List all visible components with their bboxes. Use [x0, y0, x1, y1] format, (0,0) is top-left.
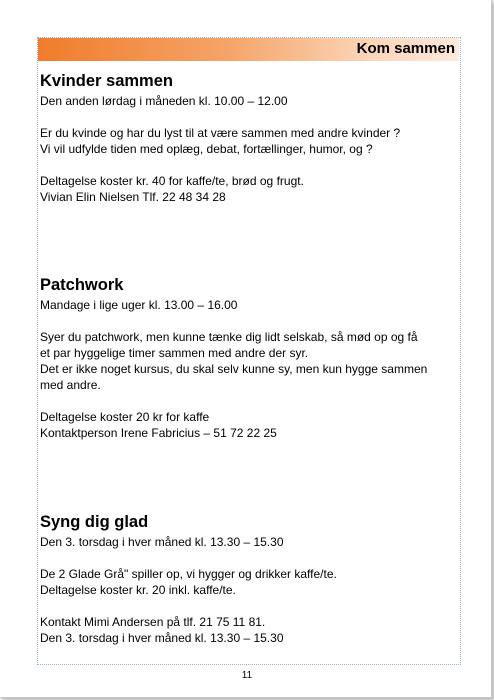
blank-line [40, 550, 460, 566]
text-line: Det er ikke noget kursus, du skal selv kunne sy, men kun hygge sammen [40, 362, 428, 376]
page-number: 11 [241, 670, 253, 681]
text-line: Syer du patchwork, men kunne tænke dig lidt selskab, så mød op og få [40, 330, 418, 344]
text-line: Vi vil udfylde tiden med oplæg, debat, fortællinger, humor, og ? [40, 142, 373, 156]
header-bar [38, 38, 459, 61]
blank-line [40, 109, 460, 125]
section-title: Kvinder sammen [40, 72, 173, 90]
text-line: Deltagelse koster kr. 20 inkl. kaffe/te. [40, 583, 236, 597]
text-line: Deltagelse koster kr. 40 for kaffe/te, brød og frugt. [40, 174, 304, 188]
text-line: Den anden lørdag i måneden kl. 10.00 – 12.00 [40, 94, 288, 108]
section-title: Syng dig glad [40, 513, 149, 531]
section-kvinder-sammen [40, 71, 460, 205]
blank-line [40, 313, 460, 329]
text-line: med andre. [40, 378, 101, 392]
text-line: Kontakt Mimi Andersen på tlf. 21 75 11 81. [40, 615, 266, 629]
text-line: Er du kvinde og har du lyst til at være sammen med andre kvinder ? [40, 126, 401, 140]
section-title: Patchwork [40, 276, 124, 294]
section-patchwork [40, 275, 460, 441]
text-line: Kontaktperson Irene Fabricius – 51 72 22 25 [40, 426, 277, 440]
text-line: Mandage i lige uger kl. 13.00 – 16.00 [40, 298, 238, 312]
blank-line [40, 157, 460, 173]
section-syng-dig-glad [40, 512, 460, 646]
text-line: Vivian Elin Nielsen Tlf. 22 48 34 28 [40, 190, 226, 204]
blank-line [40, 598, 460, 614]
text-line: et par hyggelige timer sammen med andre der syr. [40, 346, 309, 360]
page-title: Kom sammen [356, 40, 455, 57]
text-line: Den 3. torsdag i hver måned kl. 13.30 – 15.30 [40, 535, 284, 549]
text-line: De 2 Glade Grå" spiller op, vi hygger og drikker kaffe/te. [40, 567, 337, 581]
text-line: Deltagelse koster 20 kr for kaffe [40, 410, 210, 424]
text-line: Den 3. torsdag i hver måned kl. 13.30 – 15.30 [40, 631, 284, 645]
blank-line [40, 393, 460, 409]
